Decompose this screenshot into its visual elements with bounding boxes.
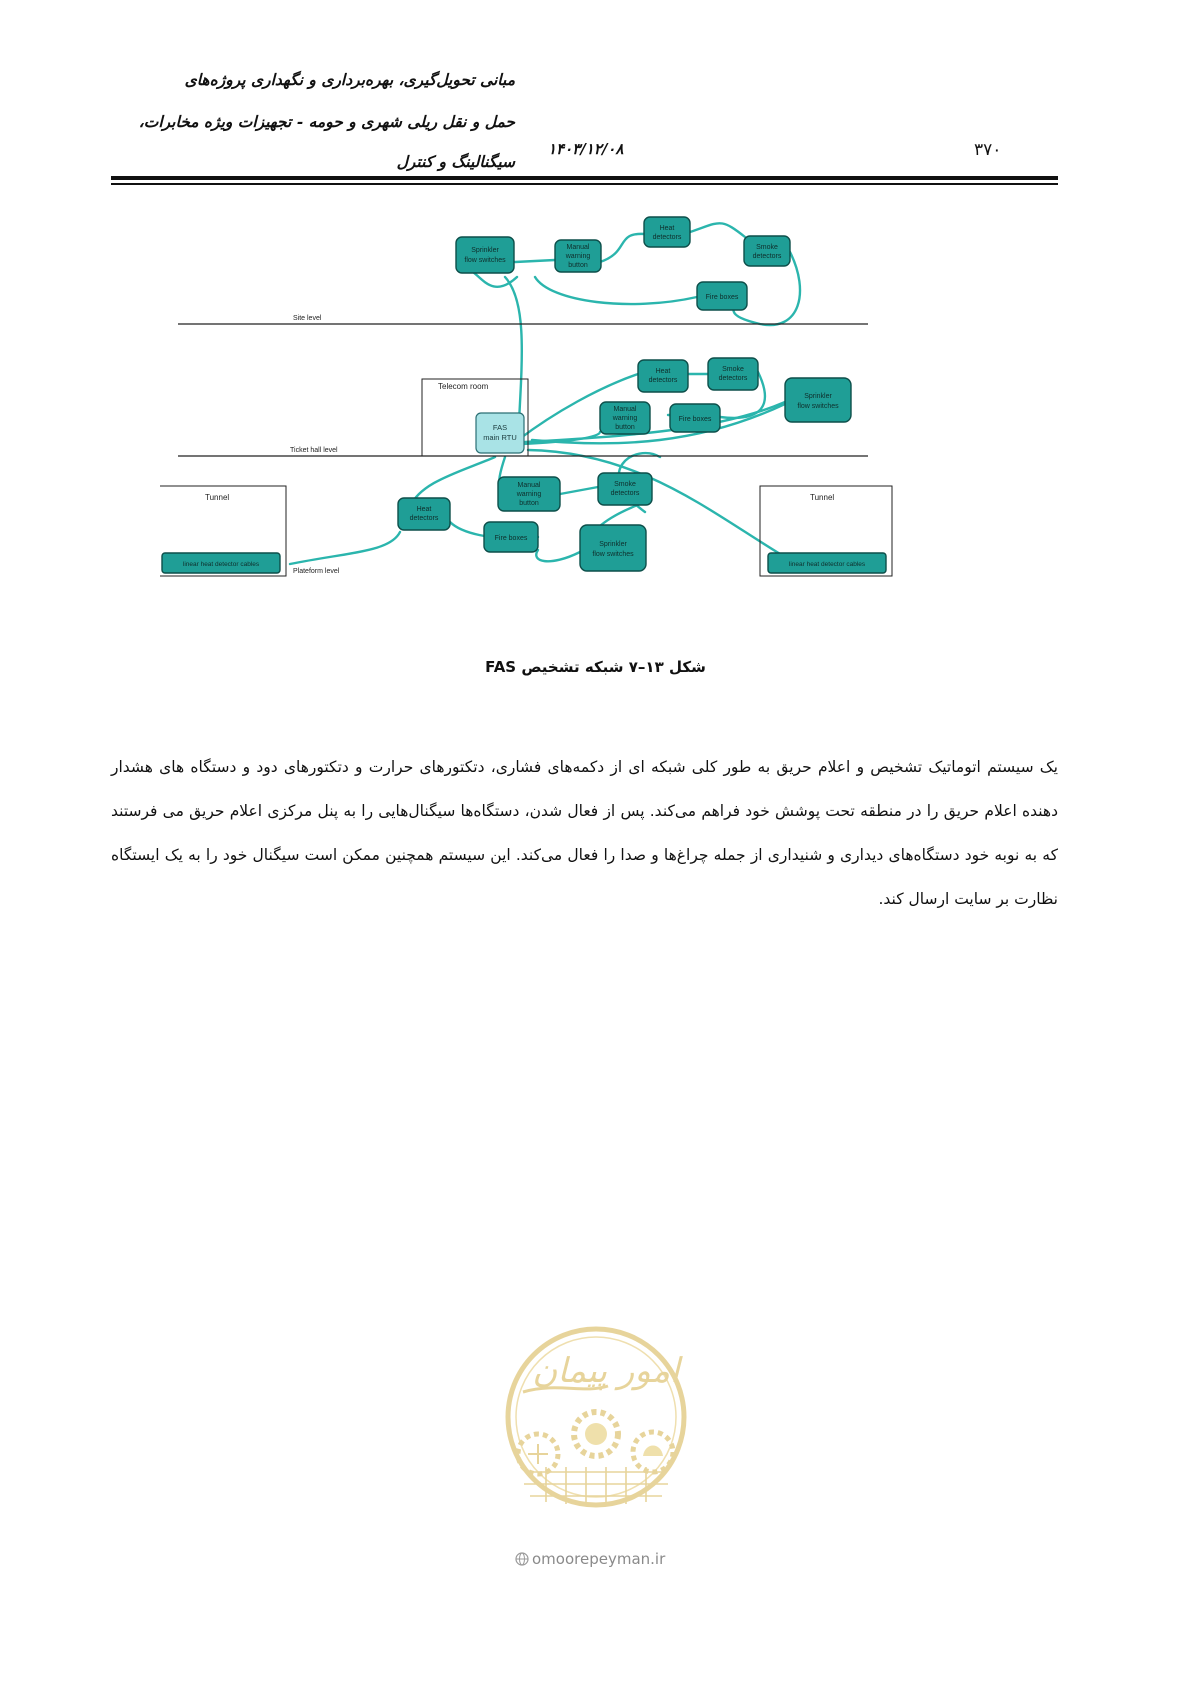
hub-label-2: main RTU — [483, 433, 517, 442]
fas-main-rtu-node — [476, 413, 524, 453]
node-label: linear heat detector cables — [788, 561, 866, 568]
watermark-url-row — [516, 1550, 666, 1568]
header-rule-thick — [111, 176, 1058, 180]
telecom-room-label: Telecom room — [438, 382, 489, 391]
tunnel-right-label: Tunnel — [810, 493, 835, 502]
watermark-grid — [524, 1467, 668, 1505]
cable-hub-linear-right — [528, 450, 785, 557]
platform-level-label: Plateform level — [293, 568, 340, 575]
scales-gear-icon — [518, 1434, 558, 1474]
header-rule-thin — [111, 183, 1058, 185]
node-label: flow switches — [797, 403, 839, 410]
cable-network — [290, 223, 800, 564]
header-date: ۱۴۰۳/۱۲/۰۸ — [548, 140, 624, 158]
node-label: Heat — [416, 506, 432, 513]
platform-sprinkler-node — [580, 525, 646, 571]
node-label: detectors — [648, 377, 678, 384]
watermark-url: omoorepeyman.ir — [532, 1550, 666, 1568]
site-fire-boxes-node — [697, 282, 747, 310]
node-label: Fire boxes — [494, 535, 528, 542]
cable-manual-smoke — [560, 487, 598, 494]
node-label: Fire boxes — [678, 416, 712, 423]
fas-network-diagram — [160, 212, 980, 627]
node-label: button — [568, 262, 588, 269]
node-label: flow switches — [592, 551, 634, 558]
node-label: detectors — [610, 490, 640, 497]
header-title-line-3: سیگنالینگ و کنترل — [396, 152, 515, 171]
ticket-manual-warning-node — [600, 402, 650, 434]
ticket-smoke-detectors-node — [708, 358, 758, 390]
platform-manual-warning-node — [498, 477, 560, 511]
figure-caption: شکل ۱۳–۷ شبکه تشخیص FAS — [485, 658, 706, 676]
node-label: detectors — [652, 234, 682, 241]
platform-fire-boxes-node — [484, 522, 538, 552]
ticket-fire-boxes-node — [670, 404, 720, 432]
cable-fireboxes-sprinkler — [536, 550, 580, 561]
linear-heat-cable-left-node — [162, 553, 280, 573]
node-label: warning — [612, 415, 638, 422]
node-label: button — [615, 424, 635, 431]
cable-fireboxes-return — [535, 277, 697, 304]
node-label: Fire boxes — [705, 294, 739, 301]
node-label: warning — [565, 253, 591, 260]
gear-icon — [574, 1412, 618, 1456]
cable-hub-loop — [532, 404, 785, 443]
node-label: Sprinkler — [471, 247, 499, 254]
globe-icon — [516, 1553, 528, 1565]
node-label: Smoke — [756, 244, 778, 251]
node-label: Manual — [517, 482, 541, 489]
platform-smoke-detectors-node — [598, 473, 652, 505]
ticket-hall-level-label: Ticket hall level — [290, 447, 338, 454]
node-label: Sprinkler — [804, 393, 832, 400]
linear-heat-cable-right-node — [768, 553, 886, 573]
header-title-line-1: مبانی تحویل‌گیری، بهره‌برداری و نگهداری پروژه‌های — [184, 70, 515, 89]
node-label: detectors — [409, 515, 439, 522]
node-label: Heat — [659, 225, 675, 232]
node-label: detectors — [718, 375, 748, 382]
hub-label-1: FAS — [492, 423, 508, 432]
node-label: Manual — [613, 406, 637, 413]
platform-heat-detectors-node — [398, 498, 450, 530]
ticket-heat-detectors-node — [638, 360, 688, 392]
site-smoke-detectors-node — [744, 236, 790, 266]
node-label: linear heat detector cables — [182, 561, 260, 568]
watermark-logo-text: امور پیمان — [532, 1351, 680, 1391]
tunnel-left-label: Tunnel — [205, 493, 230, 502]
node-label: flow switches — [464, 257, 506, 264]
node-label: button — [519, 500, 539, 507]
page-number: ۳۷۰ — [974, 140, 1002, 160]
node-label: Manual — [566, 244, 590, 251]
node-label: Heat — [655, 368, 671, 375]
node-label: warning — [516, 491, 542, 498]
cable-heat-smoke — [690, 223, 745, 237]
site-manual-warning-node — [555, 240, 601, 272]
body-paragraph: یک سیستم اتوماتیک تشخیص و اعلام حریق به طور کلی شبکه ای از دکمه‌های فشاری، دتکتورهای حرارت و دتکتورهای دود و دستگاه های هشدار دهنده اعلام حریق را در منطقه تحت پوشش خود فراهم می‌کند. پس از فعال شدن، دستگاه‌ها سیگنال‌هایی را به پنل مرکزی اعلام حریق می فرستند که به نوبه خود دستگاه‌های دیداری و شنیداری از جمله چراغ‌ها و صدا را فعال می‌کند. این سیستم همچنین ممکن است سیگنال خود را به یک ایستگاه نظارت بر سایت ارسال کند. — [111, 758, 1058, 908]
site-sprinkler-node — [456, 237, 514, 273]
cable-sprinkler-manual — [515, 260, 555, 262]
ticket-sprinkler-node — [785, 378, 851, 422]
node-label: detectors — [752, 253, 782, 260]
header-title-line-2: حمل و نقل ریلی شهری و حومه - تجهیزات ویژه مخابرات، — [138, 112, 515, 131]
site-heat-detectors-node — [644, 217, 690, 247]
node-label: Smoke — [722, 366, 744, 373]
cable-heat-linear-left — [290, 532, 400, 564]
node-label: Smoke — [614, 481, 636, 488]
site-level-label: Site level — [293, 315, 322, 322]
node-label: Sprinkler — [599, 541, 627, 548]
cable-manual-heat — [600, 234, 645, 262]
omoorepeyman-watermark — [488, 1322, 704, 1572]
